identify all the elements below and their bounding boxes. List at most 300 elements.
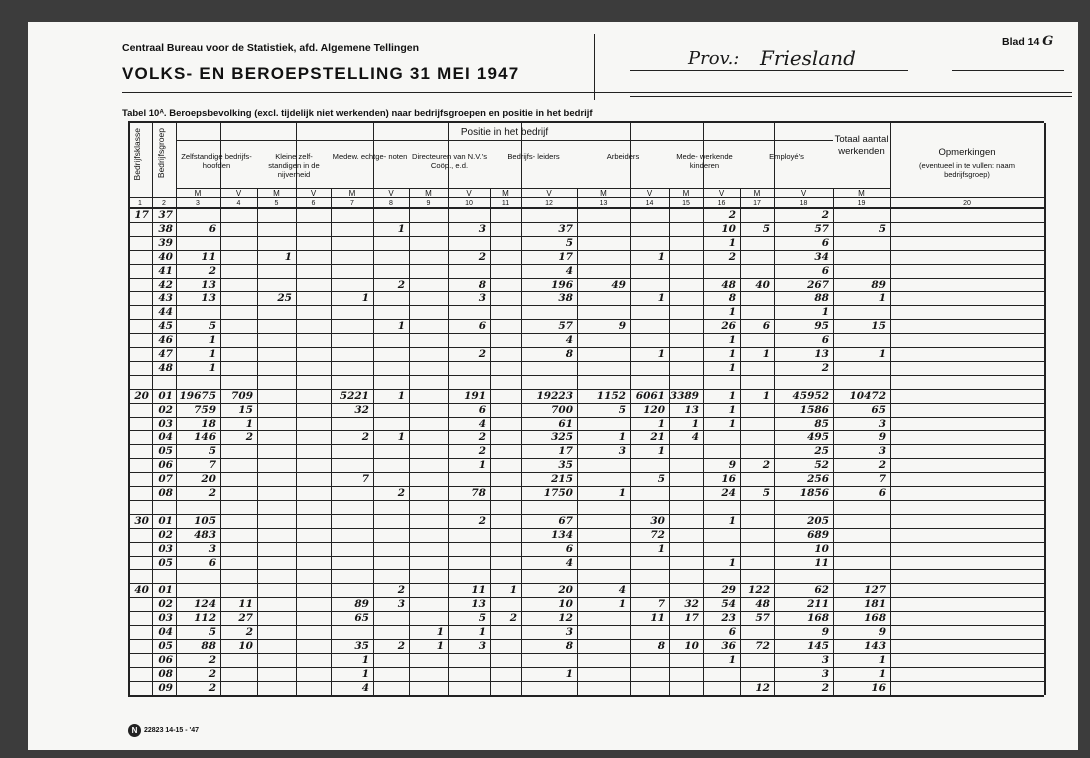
table-cell: 65 [871, 403, 886, 416]
row-rule [128, 639, 1044, 640]
row-rule [128, 236, 1044, 237]
table-cell: 1 [208, 334, 216, 347]
table-cell: 26 [721, 320, 736, 333]
table-cell: 4 [361, 681, 369, 694]
table-cell: 6 [208, 222, 216, 235]
row-rule [128, 347, 1044, 348]
table-cell: 10 [684, 639, 699, 652]
column-rule [1044, 123, 1046, 695]
table-cell: 759 [194, 403, 216, 416]
table-cell: 3 [565, 626, 573, 638]
col-sub-m: M [600, 189, 607, 198]
table-cell: 16 [721, 473, 736, 486]
table-cell: 2 [397, 584, 405, 597]
table-cell: 191 [464, 389, 486, 402]
table-title: Tabel 10ᴬ. Beroepsbevolking (excl. tijdelijk niet werkenden) naar bedrijfsgroepen en positie in het bedrijf [122, 108, 593, 119]
table-cell: 9 [878, 431, 886, 444]
table-cell: 45952 [792, 389, 829, 402]
col-sub-v: V [546, 189, 552, 198]
row-bedrijfsgroep: 44 [158, 306, 173, 319]
table-cell: 1 [436, 639, 444, 652]
table-cell: 211 [807, 598, 829, 611]
table-cell: 6061 [635, 389, 665, 402]
row-bedrijfsgroep: 02 [158, 598, 173, 611]
table-cell: 4 [478, 417, 486, 430]
col-sub-v: V [310, 189, 317, 198]
table-cell: 20 [201, 473, 216, 486]
row-bedrijfsgroep: 45 [158, 320, 173, 333]
row-rule [128, 472, 1044, 473]
table-cell: 215 [551, 473, 573, 486]
table-cell: 5 [657, 473, 665, 486]
row-rule [128, 625, 1044, 626]
col-number: 8 [389, 200, 393, 207]
col-head-directeuren: Directeuren van N.V.'s Coöp., e.d. [411, 152, 488, 170]
table-cell: 2 [208, 667, 216, 680]
row-bedrijfsklasse: 30 [134, 514, 149, 527]
table-cell: 6 [821, 236, 829, 249]
table-cell: 13 [201, 278, 216, 291]
table-cell: 205 [807, 514, 829, 527]
table-cell: 168 [864, 612, 886, 625]
table-cell: 1 [691, 417, 699, 430]
table-cell: 1 [728, 306, 736, 319]
col-sub-m: M [348, 189, 356, 198]
table-cell: 35 [354, 639, 369, 652]
row-bedrijfsgroep: 02 [158, 403, 173, 416]
row-bedrijfsgroep: 46 [158, 334, 173, 347]
table-cell: 1 [208, 361, 216, 374]
row-bedrijfsgroep: 02 [158, 528, 173, 541]
table-cell: 65 [354, 612, 369, 625]
col-sub-m: M [425, 189, 432, 198]
table-cell: 143 [864, 639, 886, 652]
table-cell: 7 [208, 459, 216, 472]
table-cell: 89 [354, 598, 369, 611]
row-bedrijfsklasse: 17 [134, 209, 149, 221]
col-head-kleine: Kleine zelf- standigen in de nijverheid [268, 152, 320, 179]
table-cell: 2 [821, 209, 829, 221]
table-cell: 20 [558, 584, 573, 597]
col-number: 6 [311, 200, 316, 207]
table-cell: 1 [657, 542, 665, 555]
row-bedrijfsgroep: 42 [158, 278, 173, 291]
table-cell: 1 [436, 626, 444, 638]
row-bedrijfsgroep: 08 [158, 667, 173, 680]
table-cell: 4 [691, 431, 699, 444]
col-sub-v: V [800, 189, 807, 198]
table-cell: 19675 [179, 389, 216, 402]
table-cell: 2 [208, 487, 216, 499]
table-cell: 13 [814, 348, 829, 360]
table-cell: 168 [807, 612, 829, 625]
table-cell: 2 [478, 514, 486, 527]
row-rule [128, 458, 1044, 459]
table-cell: 5 [208, 320, 216, 333]
table-cell: 122 [748, 584, 770, 597]
table-cell: 2 [762, 459, 770, 472]
row-bedrijfsgroep: 01 [158, 584, 173, 597]
table-cell: 2 [208, 653, 216, 666]
table-cell: 17 [558, 445, 573, 458]
table-cell: 10 [814, 542, 829, 555]
table-cell: 10 [558, 598, 573, 611]
col-head-zelfstandige: Zelfstandige bedrijfs- hoofden [181, 152, 252, 170]
row-rule [128, 500, 1044, 501]
table-cell: 2 [397, 278, 405, 291]
table-cell: 11 [238, 598, 253, 611]
table-cell: 267 [807, 278, 829, 291]
table-cell: 6 [478, 320, 486, 333]
table-cell: 49 [611, 278, 626, 291]
row-bedrijfsgroep: 05 [158, 639, 173, 652]
table-cell: 256 [807, 473, 829, 486]
row-bedrijfsgroep: 07 [158, 473, 173, 486]
table-cell: 48 [721, 278, 736, 291]
col-number: 20 [963, 200, 971, 207]
row-rule [128, 611, 1044, 612]
table-cell: 85 [814, 417, 829, 430]
table-cell: 1 [397, 431, 405, 444]
table-cell: 709 [231, 389, 253, 402]
province-value: Friesland [760, 46, 856, 70]
table-cell: 5 [762, 222, 770, 235]
table-cell: 8 [728, 292, 736, 305]
col-sub-v: V [235, 189, 242, 198]
table-cell: 105 [194, 514, 216, 527]
col-sub-m: M [858, 189, 865, 198]
col-head-medew: Medew. echtge- noten [332, 152, 408, 161]
table-cell: 25 [277, 292, 292, 305]
table-cell: 57 [814, 222, 829, 235]
table-cell: 2 [208, 264, 216, 277]
col-number: 3 [196, 200, 200, 207]
table-cell: 3 [208, 542, 216, 555]
table-cell: 2 [821, 361, 829, 374]
row-rule [128, 542, 1044, 543]
row-bedrijfsgroep: 40 [158, 250, 173, 263]
table-cell: 1 [728, 361, 736, 374]
table-cell: 13 [684, 403, 699, 416]
col-sub-m: M [753, 189, 761, 198]
table-cell: 1 [361, 653, 369, 666]
col-head-positie: Positie in het bedrijf [460, 127, 549, 138]
col-head-medewerkende: Mede- werkende kinderen [676, 152, 733, 170]
table-cell: 1 [762, 348, 770, 360]
table-cell: 32 [684, 598, 699, 611]
table-cell: 10472 [849, 389, 886, 402]
print-code: 22823 14-15 - '47 [144, 727, 199, 734]
table-cell: 27 [238, 612, 253, 625]
table-cell: 1 [728, 334, 736, 347]
row-bedrijfsklasse: 20 [134, 389, 149, 402]
table-cell: 124 [194, 598, 216, 611]
col-number: 12 [545, 200, 553, 207]
row-bedrijfsgroep: 37 [158, 209, 173, 221]
table-cell: 689 [807, 528, 829, 541]
row-bedrijfsgroep: 04 [158, 626, 173, 638]
table-cell: 495 [807, 431, 829, 444]
table-cell: 17 [558, 250, 573, 263]
table-cell: 7 [657, 598, 665, 611]
table-cell: 1 [284, 250, 292, 263]
table-cell: 6 [728, 626, 736, 638]
table-cell: 196 [551, 278, 573, 291]
table-cell: 1 [618, 431, 626, 444]
col-number: 7 [350, 200, 354, 207]
row-bedrijfsgroep: 43 [158, 292, 173, 305]
table-cell: 1 [397, 320, 405, 333]
table-cell: 18 [201, 417, 216, 430]
table-cell: 1 [208, 348, 216, 360]
table-cell: 5 [878, 222, 886, 235]
printer-mark-icon: N [128, 724, 141, 737]
table-cell: 8 [565, 639, 573, 652]
table-cell: 95 [814, 320, 829, 333]
table-cell: 1 [728, 403, 736, 416]
table-cell: 325 [551, 431, 573, 444]
table-cell: 145 [807, 639, 829, 652]
table-cell: 67 [558, 514, 573, 527]
table-cell: 11 [650, 612, 665, 625]
col-number: 11 [501, 200, 510, 207]
col-number: 9 [426, 200, 431, 207]
table-cell: 146 [194, 431, 216, 444]
table-cell: 15 [871, 320, 886, 333]
header-rule [176, 140, 833, 141]
table-cell: 15 [238, 403, 253, 416]
col-number: 5 [274, 200, 279, 207]
table-cell: 1 [397, 222, 405, 235]
table-cell: 48 [755, 598, 770, 611]
col-number: 14 [645, 200, 654, 207]
row-bedrijfsgroep: 38 [158, 222, 173, 235]
table-cell: 88 [201, 639, 216, 652]
table-cell: 25 [814, 445, 829, 458]
table-cell: 1 [728, 348, 736, 360]
row-bedrijfsgroep: 05 [158, 445, 173, 458]
table-cell: 6 [762, 320, 770, 333]
table-cell: 24 [721, 487, 736, 499]
col-number: 2 [162, 200, 166, 207]
table-cell: 2 [245, 431, 253, 444]
col-number: 1 [138, 200, 142, 207]
table-cell: 23 [721, 612, 736, 625]
col-head-opmerkingen-sub: (eventueel in te vullen: naam bedrijfsgroep) [919, 161, 1015, 179]
table-cell: 1 [878, 653, 886, 666]
table-cell: 3 [878, 417, 886, 430]
col-number: 10 [465, 200, 473, 207]
table-cell: 1 [618, 598, 626, 611]
table-cell: 2 [361, 431, 369, 444]
row-rule [128, 264, 1044, 265]
table-cell: 120 [643, 403, 665, 416]
table-cell: 21 [650, 431, 665, 444]
table-cell: 37 [558, 222, 573, 235]
col-head-bedrijfsklasse: Bedrijfsklasse [132, 128, 142, 181]
table-cell: 1 [657, 292, 665, 305]
table-cell: 2 [478, 348, 486, 360]
table-cell: 5 [762, 487, 770, 499]
header-rule [128, 207, 1044, 209]
row-bedrijfsgroep: 06 [158, 459, 173, 472]
col-sub-m: M [502, 189, 509, 198]
row-rule [128, 514, 1044, 515]
table-cell: 2 [245, 626, 253, 638]
col-head-totaal: Totaal aantal werkenden [834, 134, 889, 157]
table-cell: 1 [878, 348, 886, 360]
table-cell: 5 [618, 403, 626, 416]
table-cell: 3 [478, 639, 486, 652]
table-cell: 36 [721, 639, 736, 652]
col-sub-v: V [646, 189, 653, 198]
table-cell: 1 [618, 487, 626, 499]
table-cell: 3 [821, 667, 829, 680]
row-rule [128, 681, 1044, 682]
table-cell: 35 [558, 459, 573, 472]
table-cell: 11 [201, 250, 216, 263]
table-cell: 3389 [669, 389, 699, 402]
row-rule [128, 528, 1044, 529]
table-cell: 7 [361, 473, 369, 486]
table-cell: 2 [208, 681, 216, 694]
table-cell: 78 [471, 487, 486, 499]
table-cell: 12 [755, 681, 770, 694]
col-head-arbeiders: Arbeiders [606, 152, 640, 161]
table-cell: 1 [878, 667, 886, 680]
table-cell: 10 [238, 639, 253, 652]
table-cell: 1 [878, 292, 886, 305]
table-cell: 134 [551, 528, 573, 541]
table-cell: 61 [558, 417, 573, 430]
col-number: 16 [717, 200, 726, 207]
row-rule [128, 222, 1044, 223]
table-cell: 17 [684, 612, 699, 625]
row-rule [128, 361, 1044, 362]
table-cell: 1 [821, 306, 829, 319]
table-cell: 3 [478, 292, 486, 305]
table-cell: 8 [565, 348, 573, 360]
table-cell: 9 [878, 626, 886, 638]
table-cell: 1586 [799, 403, 829, 416]
row-bedrijfsgroep: 06 [158, 653, 173, 666]
row-bedrijfsklasse: 40 [134, 584, 149, 597]
table-cell: 54 [721, 598, 736, 611]
table-cell: 1 [478, 626, 486, 638]
table-cell: 1 [728, 236, 736, 249]
row-bedrijfsgroep: 05 [158, 556, 173, 569]
table-cell: 89 [871, 278, 886, 291]
table-cell: 6 [208, 556, 216, 569]
row-rule [128, 667, 1044, 668]
col-sub-m: M [273, 189, 280, 198]
table-cell: 483 [194, 528, 216, 541]
table-cell: 4 [618, 584, 626, 597]
col-sub-m: M [194, 189, 202, 198]
table-cell: 5 [478, 612, 486, 625]
table-cell: 52 [814, 459, 829, 472]
table-cell: 10 [721, 222, 736, 235]
row-bedrijfsgroep: 03 [158, 417, 173, 430]
table-cell: 9 [821, 626, 829, 638]
table-cell: 1 [361, 667, 369, 680]
table-cell: 32 [354, 403, 369, 416]
table-cell: 700 [551, 403, 573, 416]
sheet-number: Blad 14 G [1002, 34, 1054, 49]
table-cell: 8 [657, 639, 665, 652]
table-cell: 1 [245, 417, 253, 430]
table-cell: 5221 [339, 389, 369, 402]
table-cell: 13 [201, 292, 216, 305]
table-cell: 8 [478, 278, 486, 291]
table-cell: 1152 [596, 389, 626, 402]
table-cell: 3 [478, 222, 486, 235]
table-cell: 2 [728, 209, 736, 221]
table-cell: 2 [728, 250, 736, 263]
table-cell: 3 [821, 653, 829, 666]
table-cell: 3 [397, 598, 405, 611]
table-cell: 40 [755, 278, 770, 291]
row-rule [128, 333, 1044, 334]
table-cell: 57 [755, 612, 770, 625]
table-cell: 3 [618, 445, 626, 458]
table-cell: 1856 [799, 487, 829, 499]
table-cell: 38 [558, 292, 573, 305]
row-rule [128, 653, 1044, 654]
table-cell: 12 [558, 612, 573, 625]
table-cell: 5 [208, 445, 216, 458]
form-title: VOLKS- EN BEROEPSTELLING 31 MEI 1947 [122, 64, 520, 83]
table-cell: 2 [397, 487, 405, 499]
table-bottom-rule [128, 695, 1044, 697]
table-cell: 2 [878, 459, 886, 472]
table-cell: 30 [650, 514, 665, 527]
table-cell: 3 [878, 445, 886, 458]
row-bedrijfsgroep: 01 [158, 514, 173, 527]
row-bedrijfsgroep: 47 [158, 348, 173, 360]
table-cell: 1 [762, 389, 770, 402]
table-cell: 6 [565, 542, 573, 555]
row-bedrijfsgroep: 39 [158, 236, 173, 249]
col-head-bedrijfsleiders: Bedrijfs- leiders [507, 152, 560, 161]
table-cell: 6 [878, 487, 886, 499]
table-cell: 5 [565, 236, 573, 249]
row-rule [128, 556, 1044, 557]
province-label: Prov.: [688, 48, 740, 69]
table-cell: 2 [509, 612, 517, 625]
table-cell: 1 [478, 459, 486, 472]
table-cell: 127 [864, 584, 886, 597]
table-cell: 13 [471, 598, 486, 611]
table-cell: 2 [478, 431, 486, 444]
col-sub-v: V [466, 189, 472, 198]
table-cell: 2 [478, 445, 486, 458]
table-cell: 62 [814, 584, 829, 597]
row-rule [128, 417, 1044, 418]
row-rule [128, 375, 1044, 376]
table-cell: 2 [397, 639, 405, 652]
row-rule [128, 569, 1044, 570]
table-cell: 72 [650, 528, 665, 541]
table-cell: 7 [878, 473, 886, 486]
table-cell: 9 [618, 320, 626, 333]
row-bedrijfsgroep: 08 [158, 487, 173, 499]
table-cell: 6 [821, 264, 829, 277]
table-cell: 1 [657, 417, 665, 430]
table-cell: 6 [821, 334, 829, 347]
bureau-name: Centraal Bureau voor de Statistiek, afd. Algemene Tellingen [122, 42, 419, 54]
table-cell: 16 [871, 681, 886, 694]
